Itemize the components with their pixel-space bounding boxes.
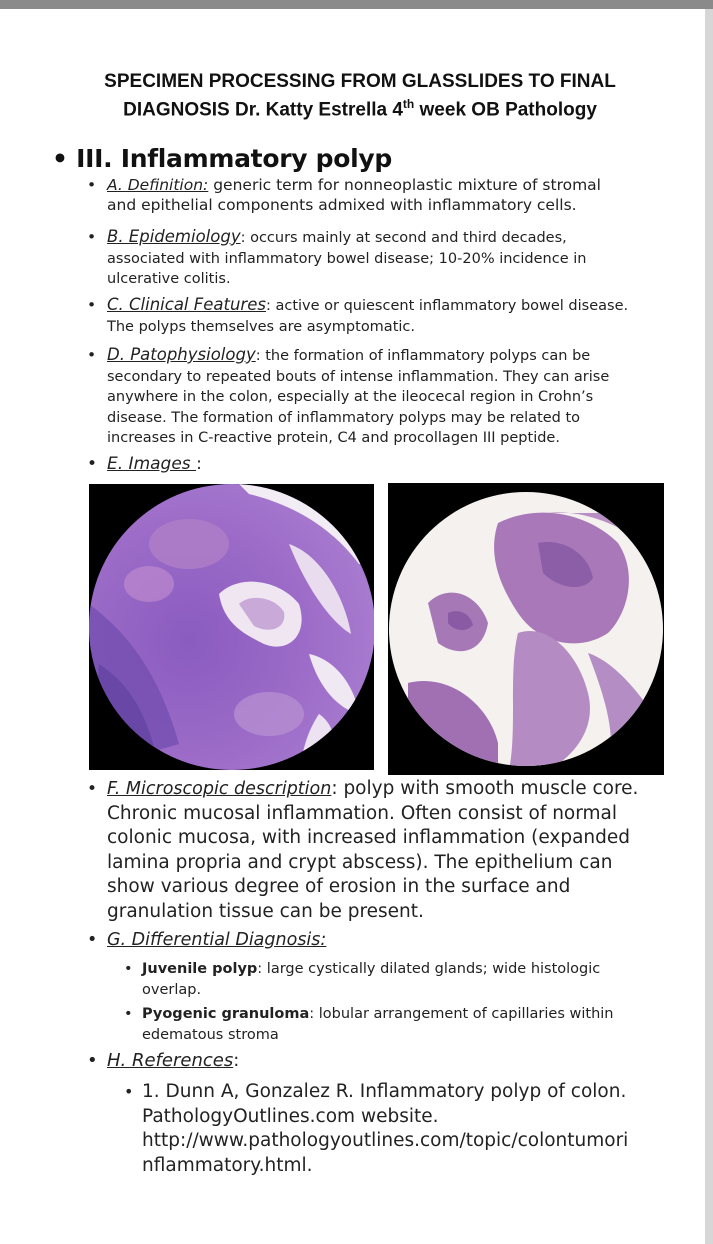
bullet-dot: •: [87, 346, 97, 364]
scrollbar-track[interactable]: [705, 9, 713, 1244]
histology-image-2: [388, 483, 664, 775]
bullet-dot: •: [124, 961, 133, 977]
differential-item: [87, 929, 652, 951]
references-item: • H. References:: [87, 1050, 240, 1071]
bullet-dot: •: [87, 454, 98, 474]
clinical-label: C. Clinical Features: [107, 295, 266, 314]
bullet-dot: •: [87, 779, 98, 799]
images-label: E. Images: [107, 454, 197, 474]
histology-image-1: [89, 484, 374, 770]
differential-pyogenic-granuloma: • Pyogenic granuloma: lobular arrangement of capillaries within edematous stroma: [124, 1006, 614, 1043]
definition-item: • A. Definition: generic term for nonneoplastic mixture of stromal and epithelial components admixed with inflammatory cells.: [87, 176, 601, 214]
images-item: • E. Images :: [87, 454, 202, 474]
patophysiology-item: • D. Patophysiology: the formation of inflammatory polyps can be secondary to repeated bouts of intense inflammation. They can arise anywhere in the colon, especially at the ileocecal region in Crohn’s disease. The formation of inflammatory polyps may be related to increases in C-reactive protein, C4 and procollagen III peptide.: [87, 345, 610, 446]
document-title: [40, 70, 680, 121]
bullet-dot: •: [87, 228, 97, 246]
patophysiology-label: D. Patophysiology: [107, 345, 256, 364]
bullet-dot: •: [124, 1082, 134, 1101]
bullet-dot: •: [87, 1050, 98, 1071]
epidemiology-item: • B. Epidemiology: occurs mainly at second and third decades, associated with inflammatory bowel disease; 10-20% incidence in ulcerative colitis.: [87, 227, 587, 287]
bullet-dot: •: [124, 1006, 133, 1022]
title-line-2: DIAGNOSIS Dr. Katty Estrella 4th week OB Pathology: [123, 97, 597, 121]
bullet-dot: •: [87, 176, 97, 194]
differential-juvenile-polyp: • Juvenile polyp: large cystically dilated glands; wide histologic overlap.: [124, 961, 601, 998]
epidemiology-label: B. Epidemiology: [107, 227, 241, 246]
microscopic-item: • F. Microscopic description: polyp with smooth muscle core. Chronic mucosal inflammation. Often consist of normal colonic mucosa, with increased inflammation (expanded lamina propria and crypt abscess). The epithelium can show various degree of erosion in the surface and granulation tissue can be present.: [87, 778, 639, 922]
definition-label: A. Definition:: [107, 176, 209, 194]
bullet-dot: •: [87, 296, 97, 314]
clinical-item: • C. Clinical Features: active or quiescent inflammatory bowel disease. The polyps themselves are asymptomatic.: [87, 295, 629, 335]
top-bar: [0, 0, 713, 9]
section-heading: • III. Inflammatory polyp: [52, 144, 392, 173]
reference-url[interactable]: http://www.pathologyoutlines.com/topic/colontumori: [142, 1130, 629, 1151]
microscopic-label: F. Microscopic description: [107, 779, 332, 799]
references-label: H. References: [107, 1050, 234, 1071]
heading-bullet: •: [52, 144, 68, 173]
document-page: [0, 9, 705, 1244]
reference-1: • 1. Dunn A, Gonzalez R. Inflammatory polyp of colon. PathologyOutlines.com website. http://www.pathologyoutlines.com/topic/colontumori nflammatory.html.: [142, 1080, 662, 1178]
title-line-1: SPECIMEN PROCESSING FROM GLASSLIDES TO FINAL: [104, 71, 616, 92]
bullet-dot: •: [87, 930, 98, 950]
differential-label: G. Differential Diagnosis:: [107, 930, 327, 950]
